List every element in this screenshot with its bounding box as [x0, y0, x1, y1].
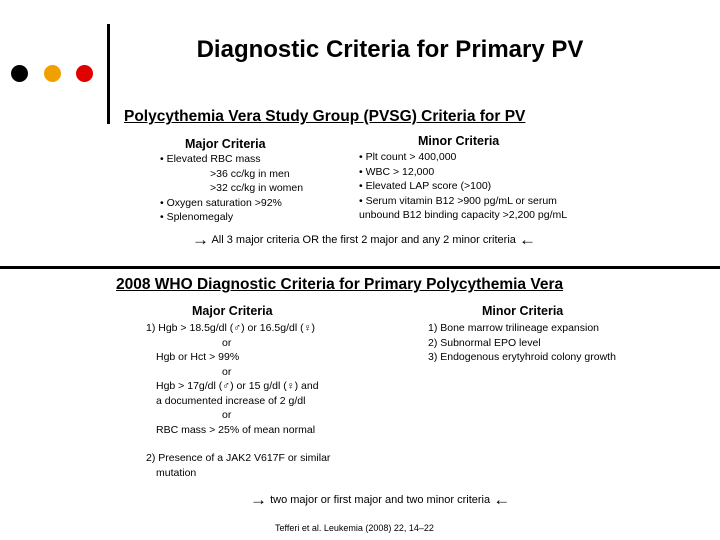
list-item: • Splenomegaly [160, 211, 234, 224]
list-item: • Serum vitamin B12 >900 pg/mL or serum [359, 194, 557, 207]
who-major-heading: Major Criteria [192, 304, 273, 318]
who-major-item-1 [146, 321, 319, 437]
who-summary [250, 488, 510, 508]
pvsg-summary-text: All 3 major criteria OR the first 2 major and any 2 minor criteria [211, 234, 516, 246]
black-dot-icon [11, 65, 28, 82]
list-item: Hgb > 17g/dl (♂) or 15 g/dl (♀) and [156, 380, 319, 392]
who-heading: 2008 WHO Diagnostic Criteria for Primary Polycythemia Vera [116, 276, 564, 293]
list-item: mutation [156, 466, 197, 479]
who-major-item-2 [146, 451, 330, 480]
who-summary-text: two major or first major and two minor criteria [270, 494, 491, 506]
pvsg-major-list [160, 152, 303, 225]
list-item: 1) Hgb > 18.5g/dl (♂) or 16.5g/dl (♀) [146, 322, 315, 334]
list-item: RBC mass > 25% of mean normal [156, 423, 316, 436]
list-item: or [222, 409, 232, 421]
list-item: 2) Presence of a JAK2 V617F or similar [146, 452, 331, 464]
list-item: a documented increase of 2 g/dl [156, 394, 306, 407]
list-item: or [222, 365, 232, 378]
right-arrow-icon: → [250, 490, 267, 509]
who-minor-list [428, 321, 616, 365]
who-minor-heading: Minor Criteria [482, 304, 564, 318]
list-item: • Plt count > 400,000 [359, 151, 457, 163]
pvsg-minor-list [359, 150, 567, 223]
list-item: or [222, 336, 232, 349]
list-item: • Oxygen saturation >92% [160, 196, 282, 209]
page-title: Diagnostic Criteria for Primary PV [196, 36, 584, 63]
horizontal-divider [0, 266, 720, 269]
list-item: >36 cc/kg in men [210, 167, 290, 180]
list-item: 3) Endogenous erytyhroid colony growth [428, 351, 616, 363]
list-item: • WBC > 12,000 [359, 165, 435, 178]
list-item: • Elevated RBC mass [160, 153, 261, 165]
left-arrow-icon: ← [518, 230, 536, 249]
pvsg-heading: Polycythemia Vera Study Group (PVSG) Criteria for PV [124, 108, 526, 125]
right-arrow-icon: → [192, 230, 209, 249]
list-item: • Elevated LAP score (>100) [359, 180, 492, 193]
citation: Tefferi et al. Leukemia (2008) 22, 14–22 [275, 523, 434, 533]
list-item: Hgb or Hct > 99% [156, 351, 240, 363]
list-item: >32 cc/kg in women [210, 182, 304, 195]
list-item: 2) Subnormal EPO level [428, 336, 541, 349]
orange-dot-icon [44, 65, 61, 82]
list-item: unbound B12 binding capacity >2,200 pg/mL [359, 209, 568, 222]
list-item: 1) Bone marrow trilineage expansion [428, 322, 600, 334]
pvsg-minor-heading: Minor Criteria [418, 134, 500, 148]
pvsg-major-heading: Major Criteria [185, 137, 266, 151]
left-arrow-icon: ← [493, 490, 511, 509]
red-dot-icon [76, 65, 93, 82]
pvsg-summary [192, 228, 536, 248]
